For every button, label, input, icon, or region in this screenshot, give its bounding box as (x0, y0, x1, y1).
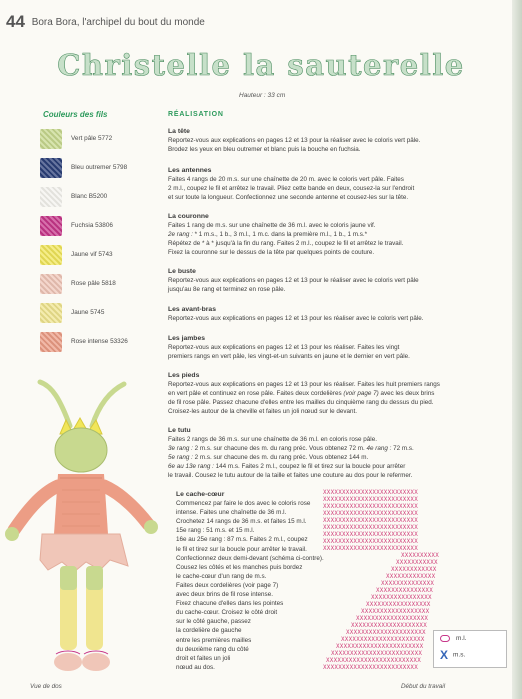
text-span: avec les deux brins (378, 390, 435, 398)
yarn-label: Rose pâle 5818 (71, 280, 116, 287)
chart-row: XXXXXXXXXXXXX (386, 573, 436, 580)
section-title: La couronne (168, 213, 209, 220)
chart-row: XXXXXXXXXXXXXXXXXXXXXXXXX (323, 496, 419, 503)
text-line (168, 462, 503, 471)
yarn-swatch (40, 245, 62, 265)
chart-row: XXXXXXXXXX (401, 552, 440, 559)
chart-row: XXXXXXXXXXXXXXXXXXXXX (346, 629, 426, 636)
text-span: en vert pâle et continuez en rose pâle. Faites deux cordelières (168, 390, 344, 398)
yarn-swatch (40, 187, 62, 207)
chart-row: XXXXXXXXXXXXXXXXXXXXXXXXX (323, 545, 419, 552)
chart-row: XXXXXXXXXXXXXXXXXXXXXXXXX (323, 503, 419, 510)
yarn-swatch (40, 216, 62, 236)
text-line: Brodez les yeux en bleu outremer et blanc puis la bouche en fuchsia. (168, 146, 361, 154)
section-title: Le tutu (168, 427, 191, 434)
text-line: Croisez-les autour de la cheville et faites un joli nœud sur le devant. (168, 408, 358, 416)
yarn-swatch (40, 332, 62, 352)
yarn-swatch-row (40, 187, 150, 209)
text-line: droit et faites un joli (176, 654, 231, 662)
chart-row: XXXXXXXXXXXXXXXXXXXXXXXXX (323, 510, 419, 517)
yarn-swatch-row (40, 216, 150, 238)
cache-coeur-text (176, 499, 346, 672)
section-title: La tête (168, 128, 190, 135)
chart-row: XXXXXXXXXXXXXXXXXXXXXXXXX (323, 489, 419, 496)
chart-row: XXXXXXXXXXXXXXXXXXXXXXX (336, 643, 424, 650)
text-line: Fixez la couronne sur le dessus de la tête par quelques points de couture. (168, 249, 375, 257)
book-title: Bora Bora, l'archipel du bout du monde (31, 17, 205, 28)
chart-row: XXXXXXXXXXXX (391, 566, 437, 573)
row-label: 5e rang : (168, 454, 193, 462)
chart-row: XXXXXXXXXXXXXXXXXXXXXXXXX (323, 538, 419, 545)
stitch-legend (433, 630, 507, 668)
text-line (168, 453, 503, 462)
text-line: Reportez-vous aux explications en pages 12 et 13 pour le réaliser avec le coloris vert pâle (168, 277, 419, 285)
section-title: Les avant-bras (168, 306, 216, 313)
text-line (168, 230, 503, 239)
doll-photo (0, 374, 170, 679)
text-line: Commencez par faire le dos avec le coloris rose (176, 500, 311, 508)
text-line: avec deux brins de fil rose intense. (176, 591, 273, 599)
row-text: 72 m.s. (391, 445, 414, 453)
text-line: Faites 2 rangs de 36 m.s. sur une chaînette de 36 m.l. en coloris rose pâle. (168, 436, 377, 444)
chart-row: XXXXXXXXXXX (396, 559, 438, 566)
text-line: le fil et tirez sur la boucle pour arrêter le travail. (176, 545, 307, 553)
text-line: Fixez chacune d'elles dans les pointes (176, 600, 284, 608)
yarn-swatch-row (40, 303, 150, 325)
legend-label-ml: m.l. (456, 635, 467, 643)
chart-row: XXXXXXXXXXXXXXXX (371, 594, 432, 601)
yarn-swatch (40, 303, 62, 323)
row-label: 6e au 13e rang : (168, 463, 214, 471)
text-line: Reportez-vous aux explications en pages 12 et 13 pour les réaliser. Faites les huit premiers rangs (168, 381, 440, 389)
text-line: Reportez-vous aux explications en pages 12 et 13 pour les réaliser avec le coloris vert pâle. (168, 315, 424, 323)
legend-row-ml (440, 635, 466, 642)
text-line: intense. Faites une chaînette de 36 m.l. (176, 509, 287, 517)
yarn-swatch-row (40, 274, 150, 296)
text-line: Faites 4 rangs de 20 m.s. sur une chaînette de 20 m. avec le coloris vert pâle. Faites (168, 176, 404, 184)
section-jambes (168, 334, 503, 361)
page-header (6, 12, 205, 32)
legend-row-ms (440, 648, 465, 662)
yarn-label: Rose intense 53326 (71, 338, 128, 345)
text-line: du deuxième rang du côté (176, 645, 249, 653)
yarn-label: Jaune 5745 (71, 309, 105, 316)
text-line: sur le côté gauche, passez (176, 618, 251, 626)
text-line: Faites 1 rang de m.s. sur une chaînette de 36 m.l. avec le coloris jaune vif. (168, 222, 376, 230)
row-text: 144 m.s. Faites 2 m.l., coupez le fil et tirez sur la boucle pour arrêter (213, 463, 406, 471)
text-line: Faites deux cordelières (voir page 7) (176, 581, 279, 589)
row-text: * 1 m.s., 1 b., 3 m.l., 1 m.c. dans la première m.l., 1 b., 1 m.s.* (192, 231, 368, 239)
text-line: nœud au dos. (176, 663, 215, 671)
text-line: Confectionnez deux demi-devant (schéma ci-contre). (176, 554, 324, 562)
yarn-swatch (40, 158, 62, 178)
chart-row: XXXXXXXXXXXXXXXXXXXXXXXX (331, 650, 423, 657)
page-number: 44 (6, 12, 25, 31)
text-line: la cordelière de gauche (176, 627, 242, 635)
yarn-label: Bleu outremer 5798 (71, 164, 128, 171)
chart-row: XXXXXXXXXXXXXXXXXXX (356, 615, 429, 622)
text-line: Cousez les côtés et les manches puis bordez (176, 563, 303, 571)
yarn-swatch (40, 274, 62, 294)
yarn-swatch-row (40, 332, 150, 354)
chart-row: XXXXXXXXXXXXXXXXXXXXXXXXX (323, 664, 419, 671)
chart-row: XXXXXXXXXXXXXX (381, 580, 435, 587)
chain-stitch-icon (440, 635, 450, 642)
chart-row: XXXXXXXXXXXXXXXXXXXXXXXXX (323, 517, 419, 524)
text-line: Répétez de * à * jusqu'à la fin du rang. Faites 2 m.l., coupez le fil et arrêtez le travail. (168, 240, 404, 248)
realisation-title: RÉALISATION (168, 111, 224, 118)
text-line: entre les premières mailles (176, 636, 252, 644)
section-title: Le buste (168, 268, 196, 275)
row-text: 2 m.s. sur chacune des m. du rang préc. Vous obtenez 72 m. (192, 445, 367, 453)
text-line: Reportez-vous aux explications en pages 12 et 13 pour la réaliser avec le coloris vert pâle. (168, 137, 421, 145)
row-label: 2e rang : (168, 231, 193, 239)
chart-row: XXXXXXXXXXXXXXXXXXXXXX (341, 636, 425, 643)
text-line: du cache-cœur. Croisez le côté droit (176, 609, 278, 617)
yarn-colors-title: Couleurs des fils (43, 110, 108, 119)
text-line: 2 m.l., coupez le fil et arrêtez le travail. Pliez cette bande en deux, cousez-la sur l'endroit (168, 185, 415, 193)
height-label: Hauteur : 33 cm (239, 92, 286, 99)
chart-row: XXXXXXXXXXXXXXXXXXXXXXXXX (326, 657, 422, 664)
section-cache-coeur (176, 490, 346, 672)
yarn-swatch-row (40, 245, 150, 267)
row-text: 2 m.s. sur chacune des m. du rang préc. Vous obtenez 144 m. (192, 454, 369, 462)
section-buste (168, 267, 503, 294)
chart-row: XXXXXXXXXXXXXXX (376, 587, 434, 594)
yarn-swatch-row (40, 129, 150, 151)
section-title: Les jambes (168, 335, 206, 342)
yarn-label: Fuchsia 53806 (71, 222, 113, 229)
text-line: le cache-cœur d'un rang de m.s. (176, 572, 267, 580)
pattern-title: Christelle la sauterelle (57, 48, 465, 82)
legend-label-ms: m.s. (453, 651, 466, 659)
yarn-label: Jaune vif 5743 (71, 251, 113, 258)
chart-row: XXXXXXXXXXXXXXXXXX (361, 608, 430, 615)
text-line: Reportez-vous aux explications en pages 12 et 13 pour les réaliser. Faites les vingt (168, 344, 400, 352)
photo-caption: Vue de dos (30, 683, 62, 690)
page-spine (512, 0, 522, 699)
text-line: et sur toute la longueur. Confectionnez une seconde antenne et cousez-les sur la tête. (168, 194, 409, 202)
text-line: jusqu'au 8e rang et terminez en rose pâle. (168, 286, 286, 294)
text-line: premiers rangs en vert pâle, les vingt-et-un suivants en jaune et le dernier en vert pâle. (168, 353, 410, 361)
text-line: 16e au 25e rang : 87 m.s. Faites 2 m.l., coupez (176, 536, 308, 544)
yarn-label: Blanc B5200 (71, 193, 108, 200)
section-tutu (168, 426, 503, 481)
row-label: 4e rang : (366, 445, 392, 453)
single-crochet-icon: X (440, 648, 449, 662)
section-pieds (168, 371, 503, 416)
row-label: 3e rang : (168, 445, 193, 453)
yarn-label: Vert pâle 5772 (71, 135, 113, 142)
text-line: de fil rose pâle. Passez chacune d'elles entre les mailles du cinquième rang du dessus du pied. (168, 399, 434, 407)
section-title: Les antennes (168, 167, 212, 174)
section-title: Les pieds (168, 372, 200, 379)
page-reference: (voir page 7) (343, 390, 379, 398)
chart-row: XXXXXXXXXXXXXXXXXXXXXXXXX (323, 531, 419, 538)
chart-row: XXXXXXXXXXXXXXXXXXXXXXXXX (323, 524, 419, 531)
text-line (168, 389, 503, 398)
text-line: Crochetez 14 rangs de 36 m.s. et faites 15 m.l. (176, 518, 307, 526)
section-tete (168, 127, 503, 154)
yarn-swatch (40, 129, 62, 149)
text-line (168, 444, 503, 453)
section-antennes (168, 166, 503, 202)
chart-row: XXXXXXXXXXXXXXXXXXXX (351, 622, 428, 629)
section-title: Le cache-cœur (176, 491, 225, 498)
section-avant-bras (168, 305, 503, 323)
text-line: le travail. Cousez le tutu autour de la taille et faites une couture au dos pour le refermer. (168, 472, 413, 480)
chart-row: XXXXXXXXXXXXXXXXX (366, 601, 431, 608)
yarn-swatch-row (40, 158, 150, 180)
start-label: Début du travail (401, 683, 446, 690)
text-line: 15e rang : 51 m.s. et 15 m.l. (176, 527, 255, 535)
section-couronne (168, 212, 503, 257)
